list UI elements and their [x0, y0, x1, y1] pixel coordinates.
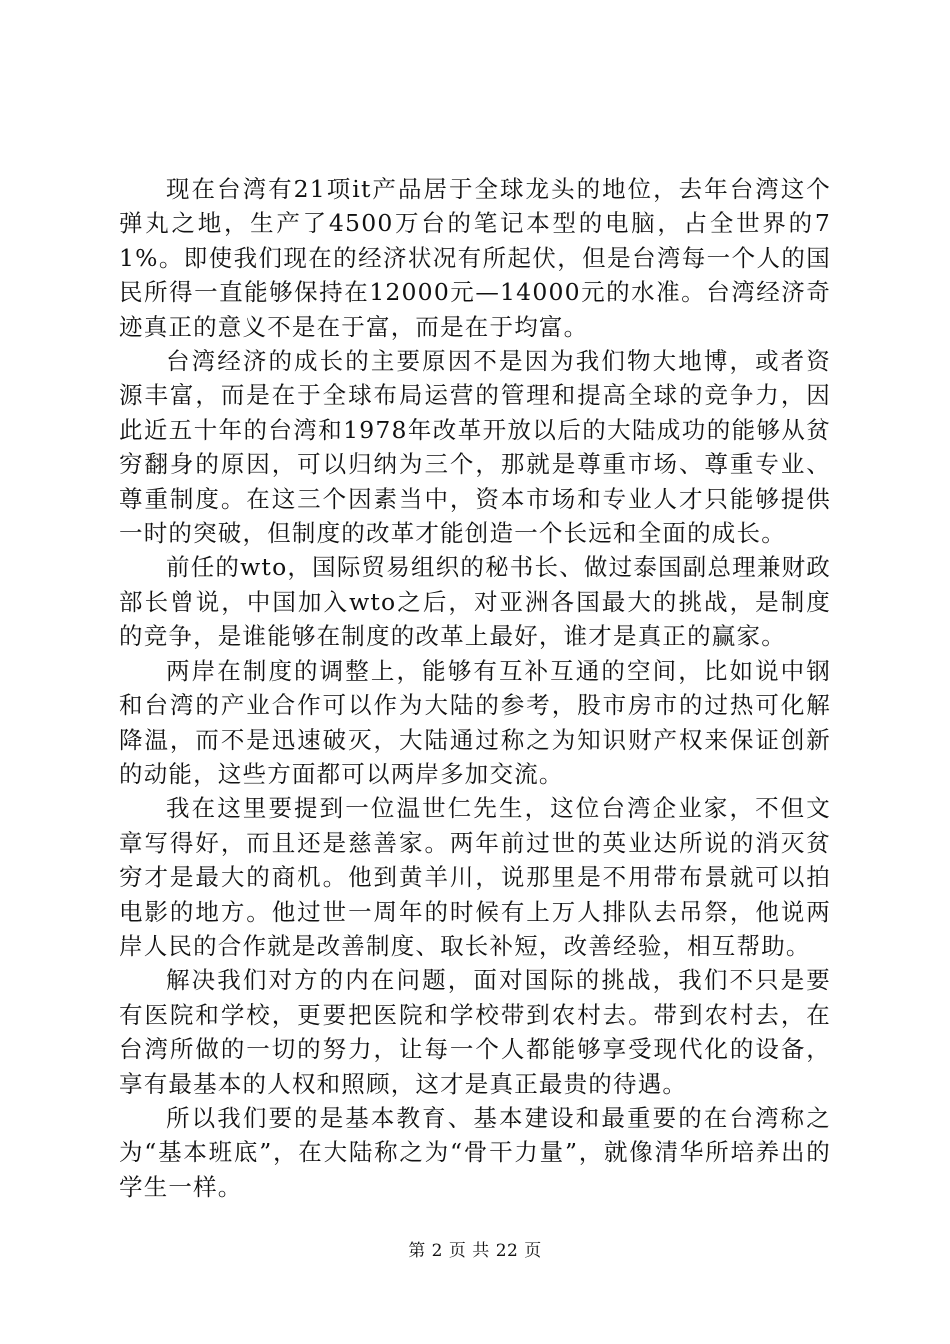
page-number-footer: 第 2 页 共 22 页 — [408, 1241, 542, 1261]
paragraph: 前任的wto，国际贸易组织的秘书长、做过泰国副总理兼财政部长曾说，中国加入wto之后，对亚洲各国最大的挑战，是制度的竞争，是谁能够在制度的改革上最好，谁才是真正的赢家。 — [119, 553, 831, 651]
paragraph: 解决我们对方的内在问题，面对国际的挑战，我们不只是要有医院和学校，更要把医院和学校带到农村去。带到农村去，在台湾所做的一切的努力，让每一个人都能够享受现代化的设备，享有最基本的人权和照顾，这才是真正最贵的待遇。 — [119, 966, 831, 1098]
paragraph: 我在这里要提到一位温世仁先生，这位台湾企业家，不但文章写得好，而且还是慈善家。两年前过世的英业达所说的消灭贫穷才是最大的商机。他到黄羊川，说那里是不用带布景就可以拍电影的地方。他过世一周年的时候有上万人排队去吊祭，他说两岸人民的合作就是改善制度、取长补短，改善经验，相互帮助。 — [119, 794, 831, 960]
paragraph: 台湾经济的成长的主要原因不是因为我们物大地博，或者资源丰富，而是在于全球布局运营的管理和提高全球的竞争力，因此近五十年的台湾和1978年改革开放以后的大陆成功的能够从贫穷翻身的原因，可以归纳为三个，那就是尊重市场、尊重专业、尊重制度。在这三个因素当中，资本市场和专业人才只能够提供一时的突破，但制度的改革才能创造一个长远和全面的成长。 — [119, 347, 831, 548]
paragraph: 现在台湾有21项it产品居于全球龙头的地位，去年台湾这个弹丸之地，生产了4500万台的笔记本型的电脑，占全世界的71%。即使我们现在的经济状况有所起伏，但是台湾每一个人的国民所得一直能够保持在12000元—14000元的水准。台湾经济奇迹真正的意义不是在于富，而是在于均富。 — [119, 175, 831, 341]
paragraph: 两岸在制度的调整上，能够有互补互通的空间，比如说中钢和台湾的产业合作可以作为大陆的参考，股市房市的过热可化解降温，而不是迅速破灭，大陆通过称之为知识财产权来保证创新的动能，这些方面都可以两岸多加交流。 — [119, 656, 831, 788]
paragraph: 所以我们要的是基本教育、基本建设和最重要的在台湾称之为“基本班底”，在大陆称之为“骨干力量”，就像清华所培养出的学生一样。 — [119, 1103, 831, 1201]
document-body — [119, 172, 831, 1204]
